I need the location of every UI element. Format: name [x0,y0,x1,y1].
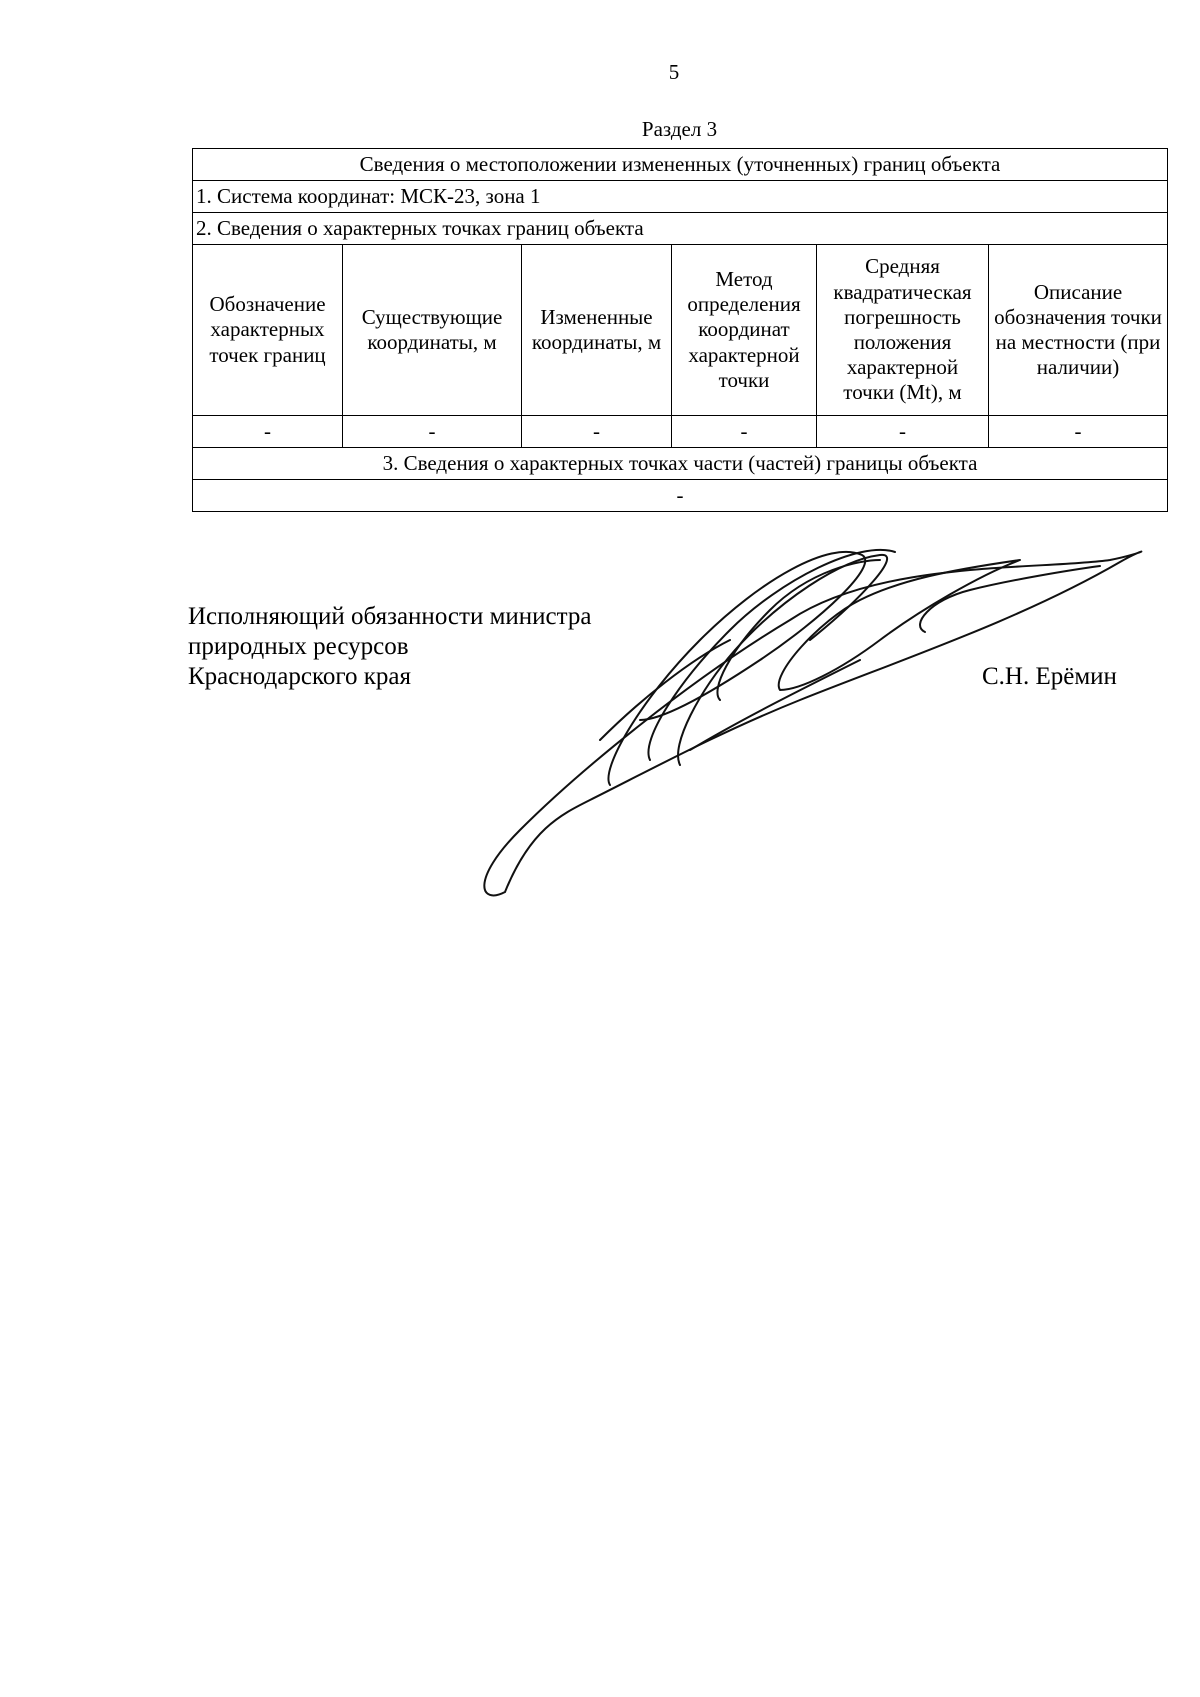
parts-value-row [193,480,1168,512]
table-cell: - [343,416,522,448]
table-title: Сведения о местоположении измененных (уточненных) границ объекта [193,149,1168,181]
column-header: Средняя квадратическая погрешность положения характерной точки (Mt), м [817,245,989,416]
table-cell: - [672,416,817,448]
coordinate-system: 1. Система координат: МСК-23, зона 1 [193,181,1168,213]
section-title: Раздел 3 [641,117,718,141]
points-heading: 2. Сведения о характерных точках границ объекта [193,213,1168,245]
parts-heading: 3. Сведения о характерных точках части (частей) границы объекта [193,448,1168,480]
table-cell: - [193,416,343,448]
signer-position-line: Исполняющий обязанности министра [188,603,592,630]
parts-value: - [193,480,1168,512]
table-title-row [193,149,1168,181]
page-number: 5 [668,60,680,84]
boundary-info-table [192,148,1168,512]
column-header: Метод определения координат характерной точки [672,245,817,416]
column-header-row [193,245,1168,416]
signer-position-line: Краснодарского края [188,663,411,690]
coordinate-system-row [193,181,1168,213]
column-header: Существующие координаты, м [343,245,522,416]
table-cell: - [989,416,1168,448]
signer-name: С.Н. Ерёмин [982,663,1117,690]
signer-position [188,602,591,692]
table-row [193,416,1168,448]
column-header: Обозначение характерных точек границ [193,245,343,416]
table-cell: - [817,416,989,448]
table-cell: - [522,416,672,448]
signer-position-line: природных ресурсов [188,633,409,660]
column-header: Описание обозначения точки на местности (при наличии) [989,245,1168,416]
column-header: Измененные координаты, м [522,245,672,416]
points-heading-row [193,213,1168,245]
parts-heading-row [193,448,1168,480]
